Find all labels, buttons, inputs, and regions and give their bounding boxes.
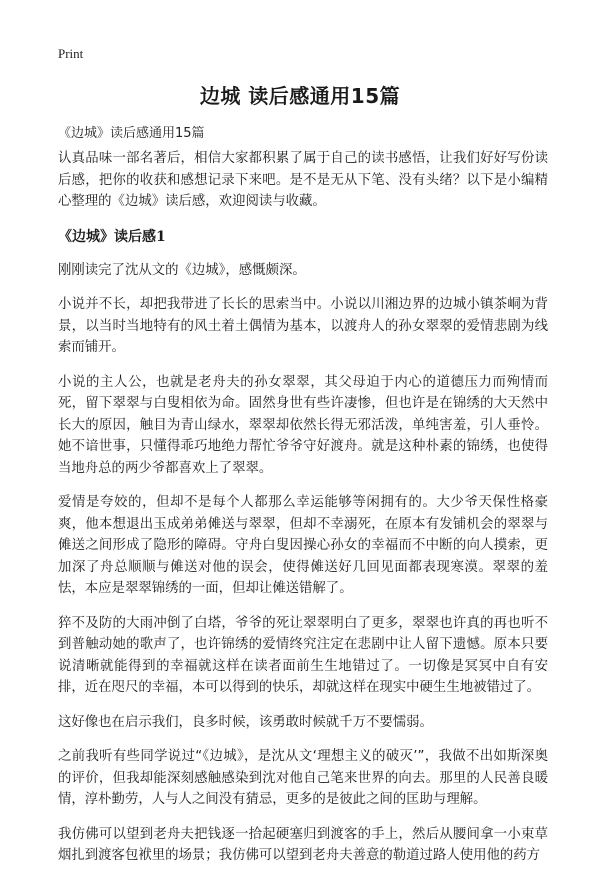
page-title: 边城 读后感通用15篇 xyxy=(199,84,401,108)
intro-paragraph: 认真品味一部名著后，相信大家都积累了属于自己的读书感悟，让我们好好写份读后感，把你的收获和感想记录下来吧。是不是无从下笔、没有头绪？以下是小编精心整理的《边城》读后感，欢迎阅读与收藏。 xyxy=(58,151,548,209)
paragraph: 我仿佛可以望到老舟夫把钱逐一拾起硬塞归到渡客的手上，然后从腰间拿一小束草烟扎到渡客包袱里的场景；我仿佛可以望到老舟夫善意的勒道过路人使用他的药方 xyxy=(58,826,548,863)
article-body xyxy=(58,148,548,880)
paragraph: 小说的主人公，也就是老舟夫的孙女翠翠，其父母迫于内心的道德压力而殉情而死，留下翠翠与白叟相依为命。固然身世有些许凄惨，但也许是在锦绣的大天然中长大的原因，触目为青山绿水，翠翠却依然长得无邪活泼，单纯害羞，引人垂怜。她不谙世事，只懂得乖巧地绝力帮忙爷爷守好渡舟。就是这种朴素的锦绣，也使得当地舟总的两少爷都喜欢上了翠翠。 xyxy=(58,374,548,476)
paragraph: 爱情是夸姣的，但却不是每个人都那么幸运能够等闲拥有的。大少爷天保性格豪爽，他本想退出玉成弟弟傩送与翠翠，但却不幸溺死，在原本有发铺机会的翠翠与傩送之间形成了隐形的障碍。守舟白叟因操心孙女的幸福而不中断的向人摸索，更加深了舟总顺顺与傩送对他的误会，使得傩送好几回见面都表现寒漠。翠翠的羞怯，本应是翠翠锦绣的一面，但却让傩送错解了。 xyxy=(58,495,548,596)
paragraph: 刚刚读完了沈从文的《边城》，感慨颇深。 xyxy=(58,262,306,278)
paragraph: 之前我听有些同学说过“《边城》，是沈从文‘理想主义的破灭’”，我做不出如斯深奥的评价，但我却能深刻感触感染到沈对他自己笔来世界的向去。那里的人民善良暖情，淳朴勤劳，人与人之间没有猜忌，更多的是彼此之间的匡助与理解。 xyxy=(58,749,548,807)
section-heading: 《边城》读后感1 xyxy=(58,228,166,245)
paragraph: 猝不及防的大雨冲倒了白塔，爷爷的死让翠翠明白了更多，翠翠也许真的再也听不到普触动她的歌声了，也许锦绣的爱情终究注定在悲剧中让人留下遗憾。原本只要说清晰就能得到的幸福就这样在读者面前生生地错过了。一切像是冥冥中自有安排，近在咫尺的幸福，本可以得到的快乐，却就这样在现实中硬生生地被错过了。 xyxy=(58,615,548,695)
page-subtitle: 《边城》读后感通用15篇 xyxy=(58,126,205,141)
paragraph: 小说并不长，却把我带进了长长的思索当中。小说以川湘边界的边城小镇茶峒为背景，以当时当地特有的风土着土偶情为基本，以渡舟人的孙女翠翠的爱情悲剧为线索而铺开。 xyxy=(58,297,548,355)
print-link[interactable]: Print xyxy=(58,46,84,61)
paragraph: 这好像也在启示我们，良多时候，该勇敢时候就千万不要懦弱。 xyxy=(58,714,433,730)
